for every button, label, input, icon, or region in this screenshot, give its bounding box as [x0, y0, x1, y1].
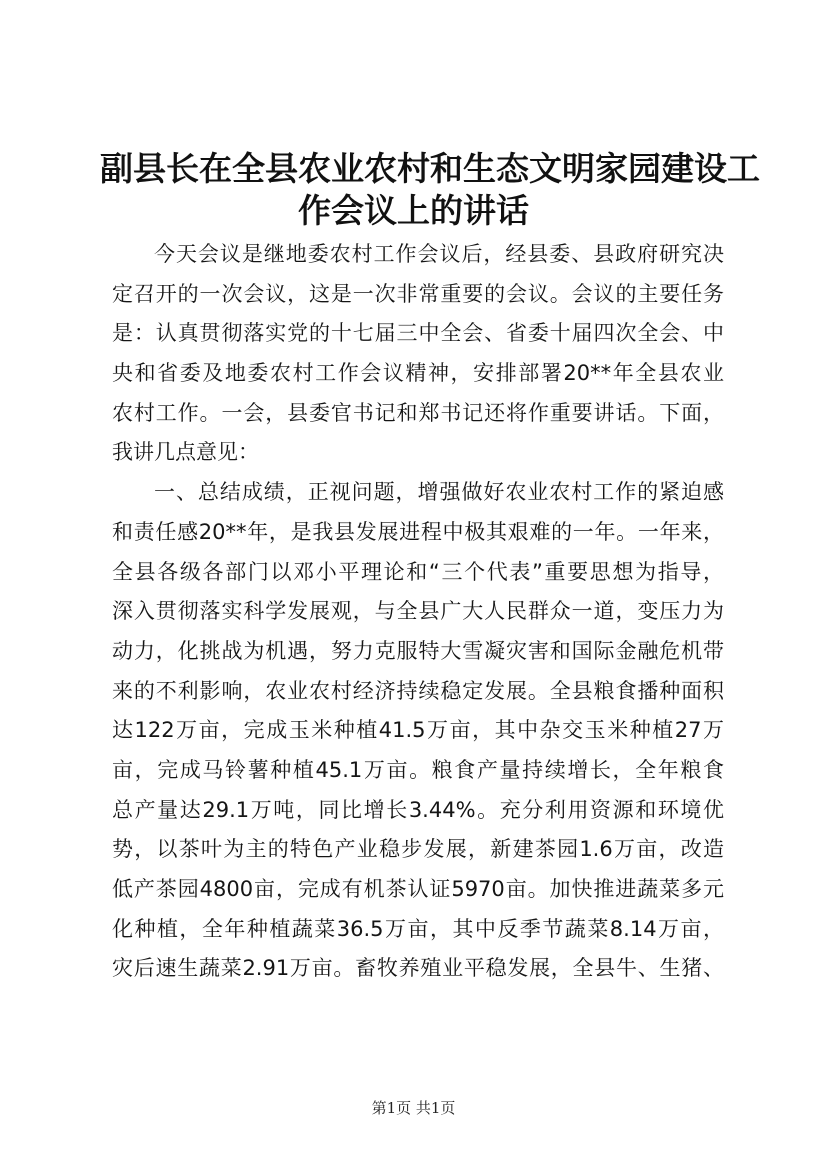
- body-line: 和责任感20**年，是我县发展进程中极其艰难的一年。一年来，: [112, 519, 724, 544]
- paragraph-2: [112, 473, 724, 989]
- title-line: 作会议上的讲话: [298, 191, 529, 230]
- body-line: 达122万亩，完成玉米种植41.5万亩，其中杂交玉米种植27万: [112, 718, 724, 743]
- body-line: 全县各级各部门以邓小平理论和“三个代表”重要思想为指导，: [112, 559, 724, 584]
- body-line: 今天会议是继地委农村工作会议后，经县委、县政府研究决: [154, 242, 724, 266]
- paragraph-1: [112, 235, 724, 473]
- body-line: 总产量达29.1万吨，同比增长3.44%。充分利用资源和环境优: [112, 797, 724, 822]
- body-line: 势，以茶叶为主的特色产业稳步发展，新建茶园1.6万亩，改造: [112, 837, 724, 862]
- body-line: 深入贯彻落实科学发展观，与全县广大人民群众一道，变压力为: [112, 599, 724, 624]
- body-line: 化种植，全年种植蔬菜36.5万亩，其中反季节蔬菜8.14万亩，: [112, 916, 724, 941]
- body-line: 亩，完成马铃薯种植45.1万亩。粮食产量持续增长，全年粮食: [112, 757, 724, 782]
- body-line: 农村工作。一会，县委官书记和郑书记还将作重要讲话。下面，: [112, 400, 724, 425]
- page-footer: 第1页 共1页: [371, 1099, 456, 1117]
- body-line: 动力，化挑战为机遇，努力克服特大雪凝灾害和国际金融危机带: [112, 638, 724, 663]
- body-line: 是：认真贯彻落实党的十七届三中全会、省委十届四次全会、中: [112, 321, 724, 346]
- body-line: 一、总结成绩，正视问题，增强做好农业农村工作的紧迫感: [154, 480, 724, 505]
- body-line: 灾后速生蔬菜2.91万亩。畜牧养殖业平稳发展，全县牛、生猪、: [112, 956, 724, 981]
- body-line: 央和省委及地委农村工作会议精神，安排部署20**年全县农业: [112, 361, 724, 386]
- document-title: [100, 148, 760, 232]
- body-line: 定召开的一次会议，这是一次非常重要的会议。会议的主要任务: [112, 281, 724, 306]
- title-line: 副县长在全县农业农村和生态文明家园建设工: [100, 149, 760, 188]
- body-line: 来的不利影响，农业农村经济持续稳定发展。全县粮食播种面积: [112, 678, 724, 703]
- body-line: 低产茶园4800亩，完成有机茶认证5970亩。加快推进蔬菜多元: [112, 877, 724, 901]
- document-body: [112, 235, 724, 989]
- body-line: 我讲几点意见：: [112, 440, 259, 465]
